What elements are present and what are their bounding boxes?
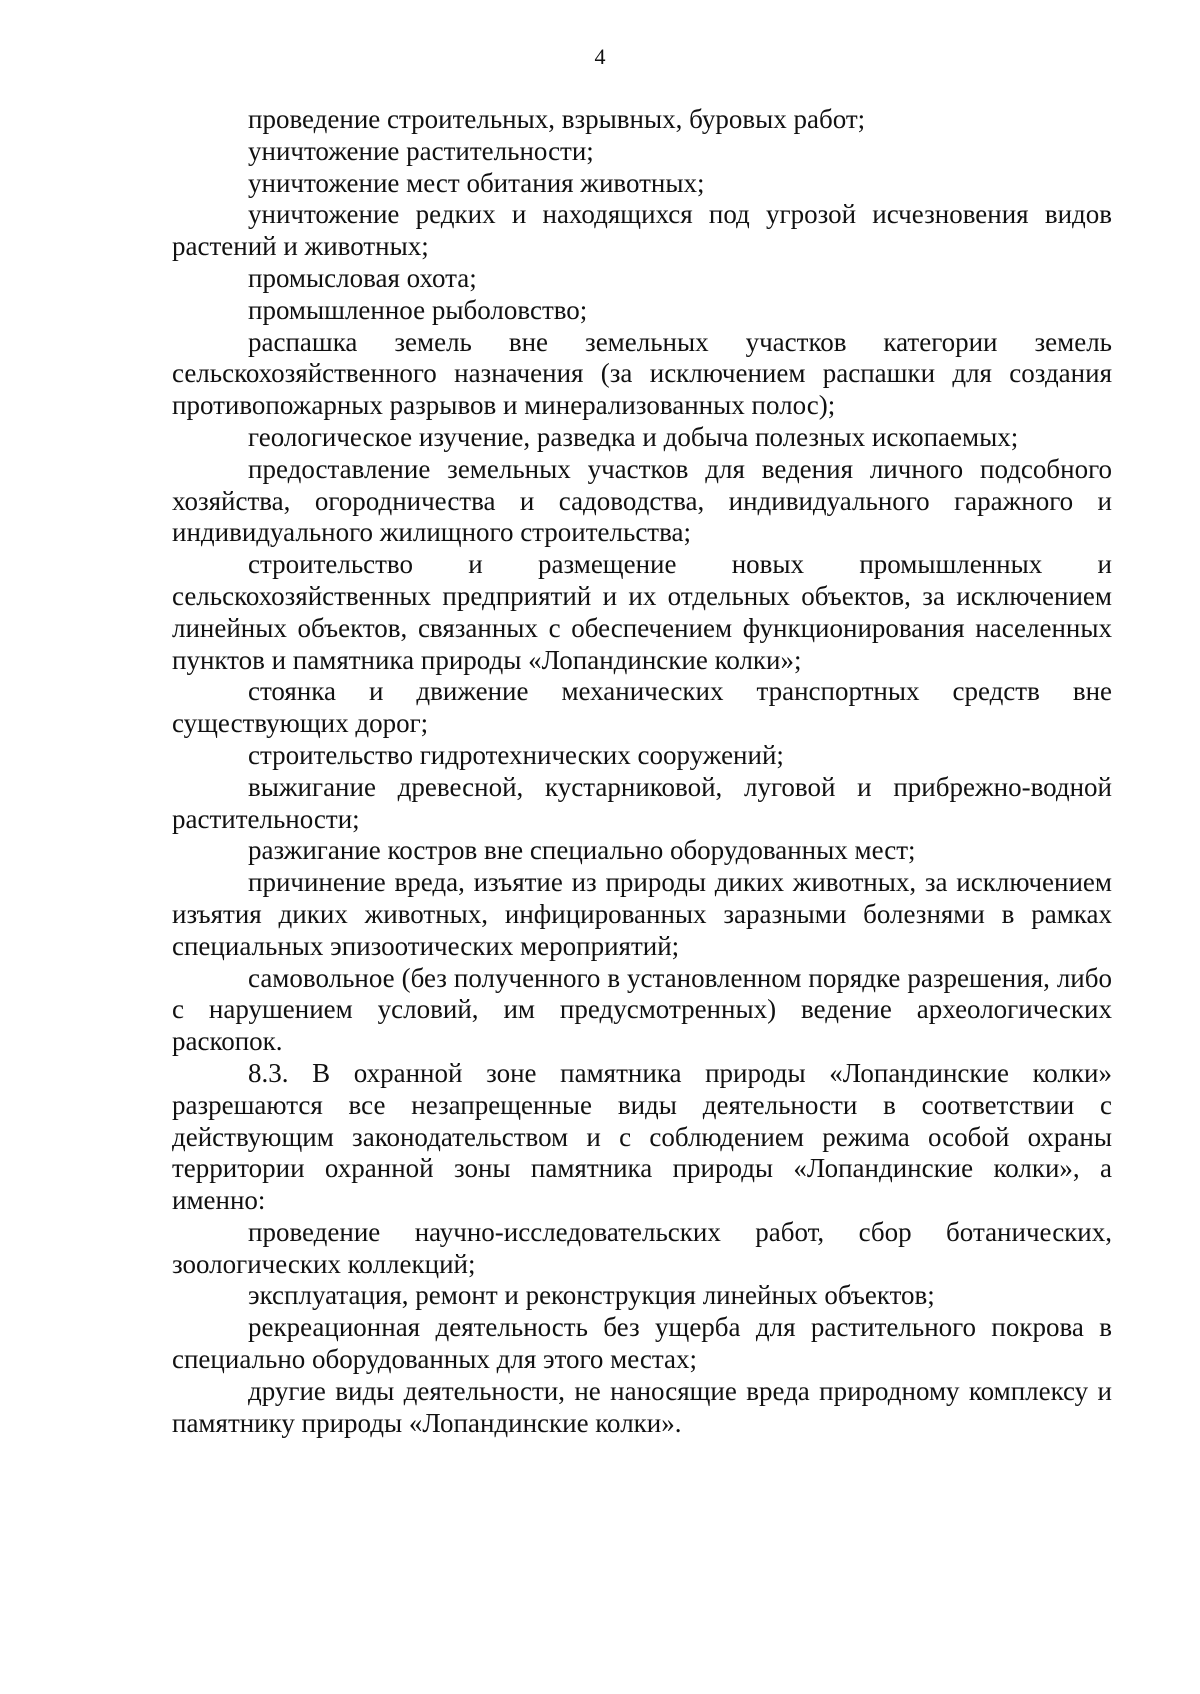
paragraph: распашка земель вне земельных участков категории земель сельскохозяйственного назначения (за исключением распашки для создания противопожарных разрывов и минерализованных полос); (172, 326, 1112, 421)
paragraph: строительство и размещение новых промышленных и сельскохозяйственных предприятий и их отдельных объектов, за исключением линейных объектов, связанных с обеспечением функционирования населенных пунктов и памятника природы «Лопандинские колки»; (172, 549, 1112, 675)
paragraph: выжигание древесной, кустарниковой, луговой и прибрежно-водной растительности; (172, 771, 1112, 834)
document-body (172, 104, 1112, 1439)
paragraph: промышленное рыболовство; (248, 294, 588, 325)
paragraph: геологическое изучение, разведка и добыча полезных ископаемых; (248, 421, 1019, 452)
paragraph: стоянка и движение механических транспортных средств вне существующих дорог; (172, 676, 1112, 739)
paragraph: уничтожение мест обитания животных; (248, 167, 705, 198)
paragraph: разжигание костров вне специально оборудованных мест; (248, 835, 916, 866)
paragraph: промысловая охота; (248, 262, 477, 293)
paragraph: строительство гидротехнических сооружений; (248, 739, 784, 770)
paragraph: проведение научно-исследовательских работ, сбор ботанических, зоологических коллекций; (172, 1216, 1112, 1279)
paragraph: рекреационная деятельность без ущерба для растительного покрова в специально оборудованных для этого местах; (172, 1312, 1112, 1375)
paragraph: причинение вреда, изъятие из природы диких животных, за исключением изъятия диких животных, инфицированных заразными болезнями в рамках специальных эпизоотических мероприятий; (172, 867, 1112, 961)
page-number: 4 (594, 44, 606, 69)
paragraph: эксплуатация, ремонт и реконструкция линейных объектов; (248, 1280, 935, 1311)
paragraph: уничтожение растительности; (248, 135, 594, 166)
paragraph: предоставление земельных участков для ведения личного подсобного хозяйства, огородничества и садоводства, индивидуального гаражного и индивидуального жилищного строительства; (172, 453, 1112, 548)
paragraph: проведение строительных, взрывных, буровых работ; (248, 104, 866, 134)
section-paragraph-8-3: 8.3. В охранной зоне памятника природы «Лопандинские колки» разрешаются все незапрещенные виды деятельности в соответствии с действующим законодательством и с соблюдением режима особой охраны территории охранной зоны памятника природы «Лопандинские колки», а именно: (172, 1057, 1112, 1216)
paragraph: самовольное (без полученного в установленном порядке разрешения, либо с нарушением условий, им предусмотренных) ведение археологических раскопок. (172, 962, 1112, 1057)
paragraph: другие виды деятельности, не наносящие вреда природному комплексу и памятнику природы «Лопандинские колки». (172, 1375, 1112, 1438)
paragraph: уничтожение редких и находящихся под угрозой исчезновения видов растений и животных; (172, 199, 1112, 262)
